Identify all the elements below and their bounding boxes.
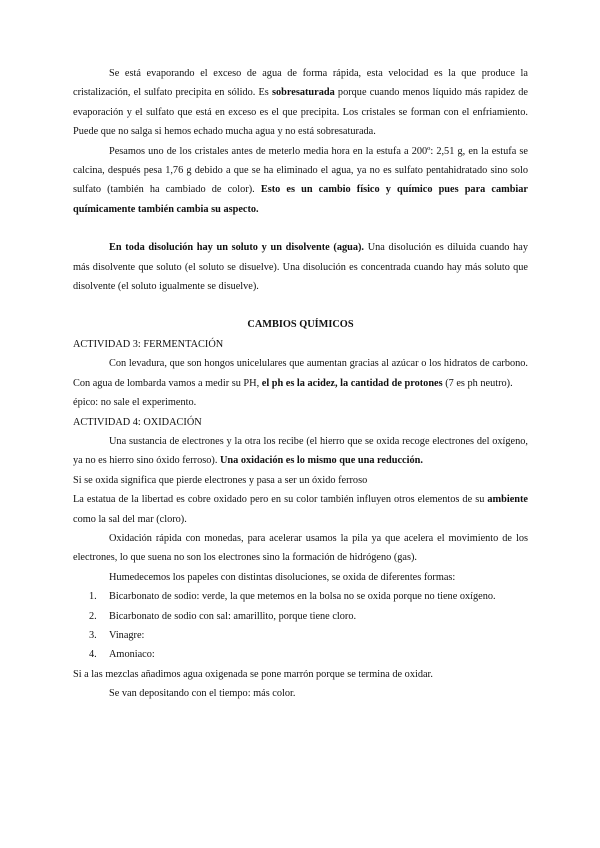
paragraph-oxidation [73, 432, 528, 471]
list-text: Amoniaco: [109, 649, 155, 661]
blank-line [73, 219, 528, 238]
list-text: Bicarbonato de sodio con sal: amarillito, porque tiene cloro. [109, 610, 357, 622]
paragraph-fermentation [73, 354, 528, 393]
paragraph-papers: Humedecemos los papeles con distintas disoluciones, se oxida de diferentes formas: [109, 571, 456, 583]
paragraph-evaporation [73, 64, 528, 142]
list-item [73, 587, 528, 606]
bold-statement: Esto es un cambio físico y químico pues para cambiar químicamente también cambia su aspecto. [73, 184, 528, 215]
section-heading: CAMBIOS QUÍMICOS [247, 319, 354, 331]
bold-term: ambiente [487, 494, 528, 506]
text: (7 es ph neutro). [442, 377, 513, 389]
list-item [73, 626, 528, 645]
text: Una sustancia de electrones y la otra los recibe (el hierro que se oxida recoge electrones del oxígeno, ya no es hierro sino óxido ferroso). [73, 435, 528, 467]
paragraph-deposit: Se van depositando con el tiempo: más color. [109, 688, 296, 700]
paragraph-coins: Oxidación rápida con monedas, para acelerar usamos la pila ya que acelera el movimiento de los electrones, lo que suena no son los electrones sino la formación de hidrógeno (gas). [73, 532, 528, 564]
solutions-list [73, 587, 528, 665]
list-number: 2. [89, 610, 97, 622]
activity-4-title: ACTIVIDAD 4: OXIDACIÓN [73, 416, 202, 428]
text: Una disolución es diluida cuando hay más disolvente que soluto (el soluto se disuelve). Una disolución es concentrada cuando hay más soluto que disolvente (el soluto igualmente se disuelve). [73, 242, 529, 293]
list-number: 4. [89, 649, 97, 661]
document-page [73, 64, 528, 704]
bold-definition: el ph es la acidez, la cantidad de protones [261, 377, 443, 389]
paragraph-dissolution [73, 238, 528, 296]
paragraph-oxidation-electrons: Si se oxida significa que pierde electrones y pasa a ser un óxido ferroso [73, 474, 368, 486]
list-text: Vinagre: [109, 629, 145, 641]
list-text: Bicarbonato de sodio: verde, la que metemos en la bolsa no se oxida porque no tiene oxígeno. [109, 591, 496, 603]
text: La estatua de la libertad es cobre oxidado pero en su color también influyen otros elementos de su [73, 494, 488, 506]
paragraph-oxygenated-water: Si a las mezclas añadimos agua oxigenada se pone marrón porque se termina de oxidar. [73, 668, 433, 680]
blank-line [73, 296, 528, 315]
list-number: 1. [89, 591, 97, 603]
bold-statement: En toda disolución hay un soluto y un disolvente (agua). [109, 242, 364, 254]
text: porque cuando menos líquido más rapidez de evaporación y el sulfato que está en exceso es el que precipita. Los cristales se forman con el enfriamiento. Puede que no salga si hemos echado mucha agua y no está sobresaturada. [73, 87, 528, 138]
text: Con levadura, que son hongos unicelulares que aumentan gracias al azúcar o los hidratos de carbono. Con agua de lombarda vamos a medir su PH, [73, 358, 528, 389]
paragraph-note: épico: no sale el experimento. [73, 397, 197, 409]
text: Se está evaporando el exceso de agua de forma rápida, esta velocidad es la que produce la cristalización, el sulfato precipita en sólido. Es [73, 68, 528, 99]
text: Pesamos uno de los cristales antes de meterlo media hora en la estufa a 200º: 2,51 g, en la estufa se calcina, después pesa 1,76 g debido a que se ha eliminado el agua, ya no es sulfato pentahidratado sino solo sulfato (también ha cambiado de color). [73, 145, 528, 196]
bold-term: sobresaturada [271, 87, 335, 99]
activity-3-title: ACTIVIDAD 3: FERMENTACIÓN [73, 338, 224, 350]
list-item [73, 645, 528, 664]
bold-statement: Una oxidación es lo mismo que una reducción. [219, 455, 423, 467]
paragraph-crystals-weight [73, 142, 528, 220]
paragraph-statue-liberty [73, 490, 528, 529]
list-item [73, 607, 528, 626]
list-number: 3. [89, 629, 97, 641]
text: como la sal del mar (cloro). [73, 513, 187, 525]
